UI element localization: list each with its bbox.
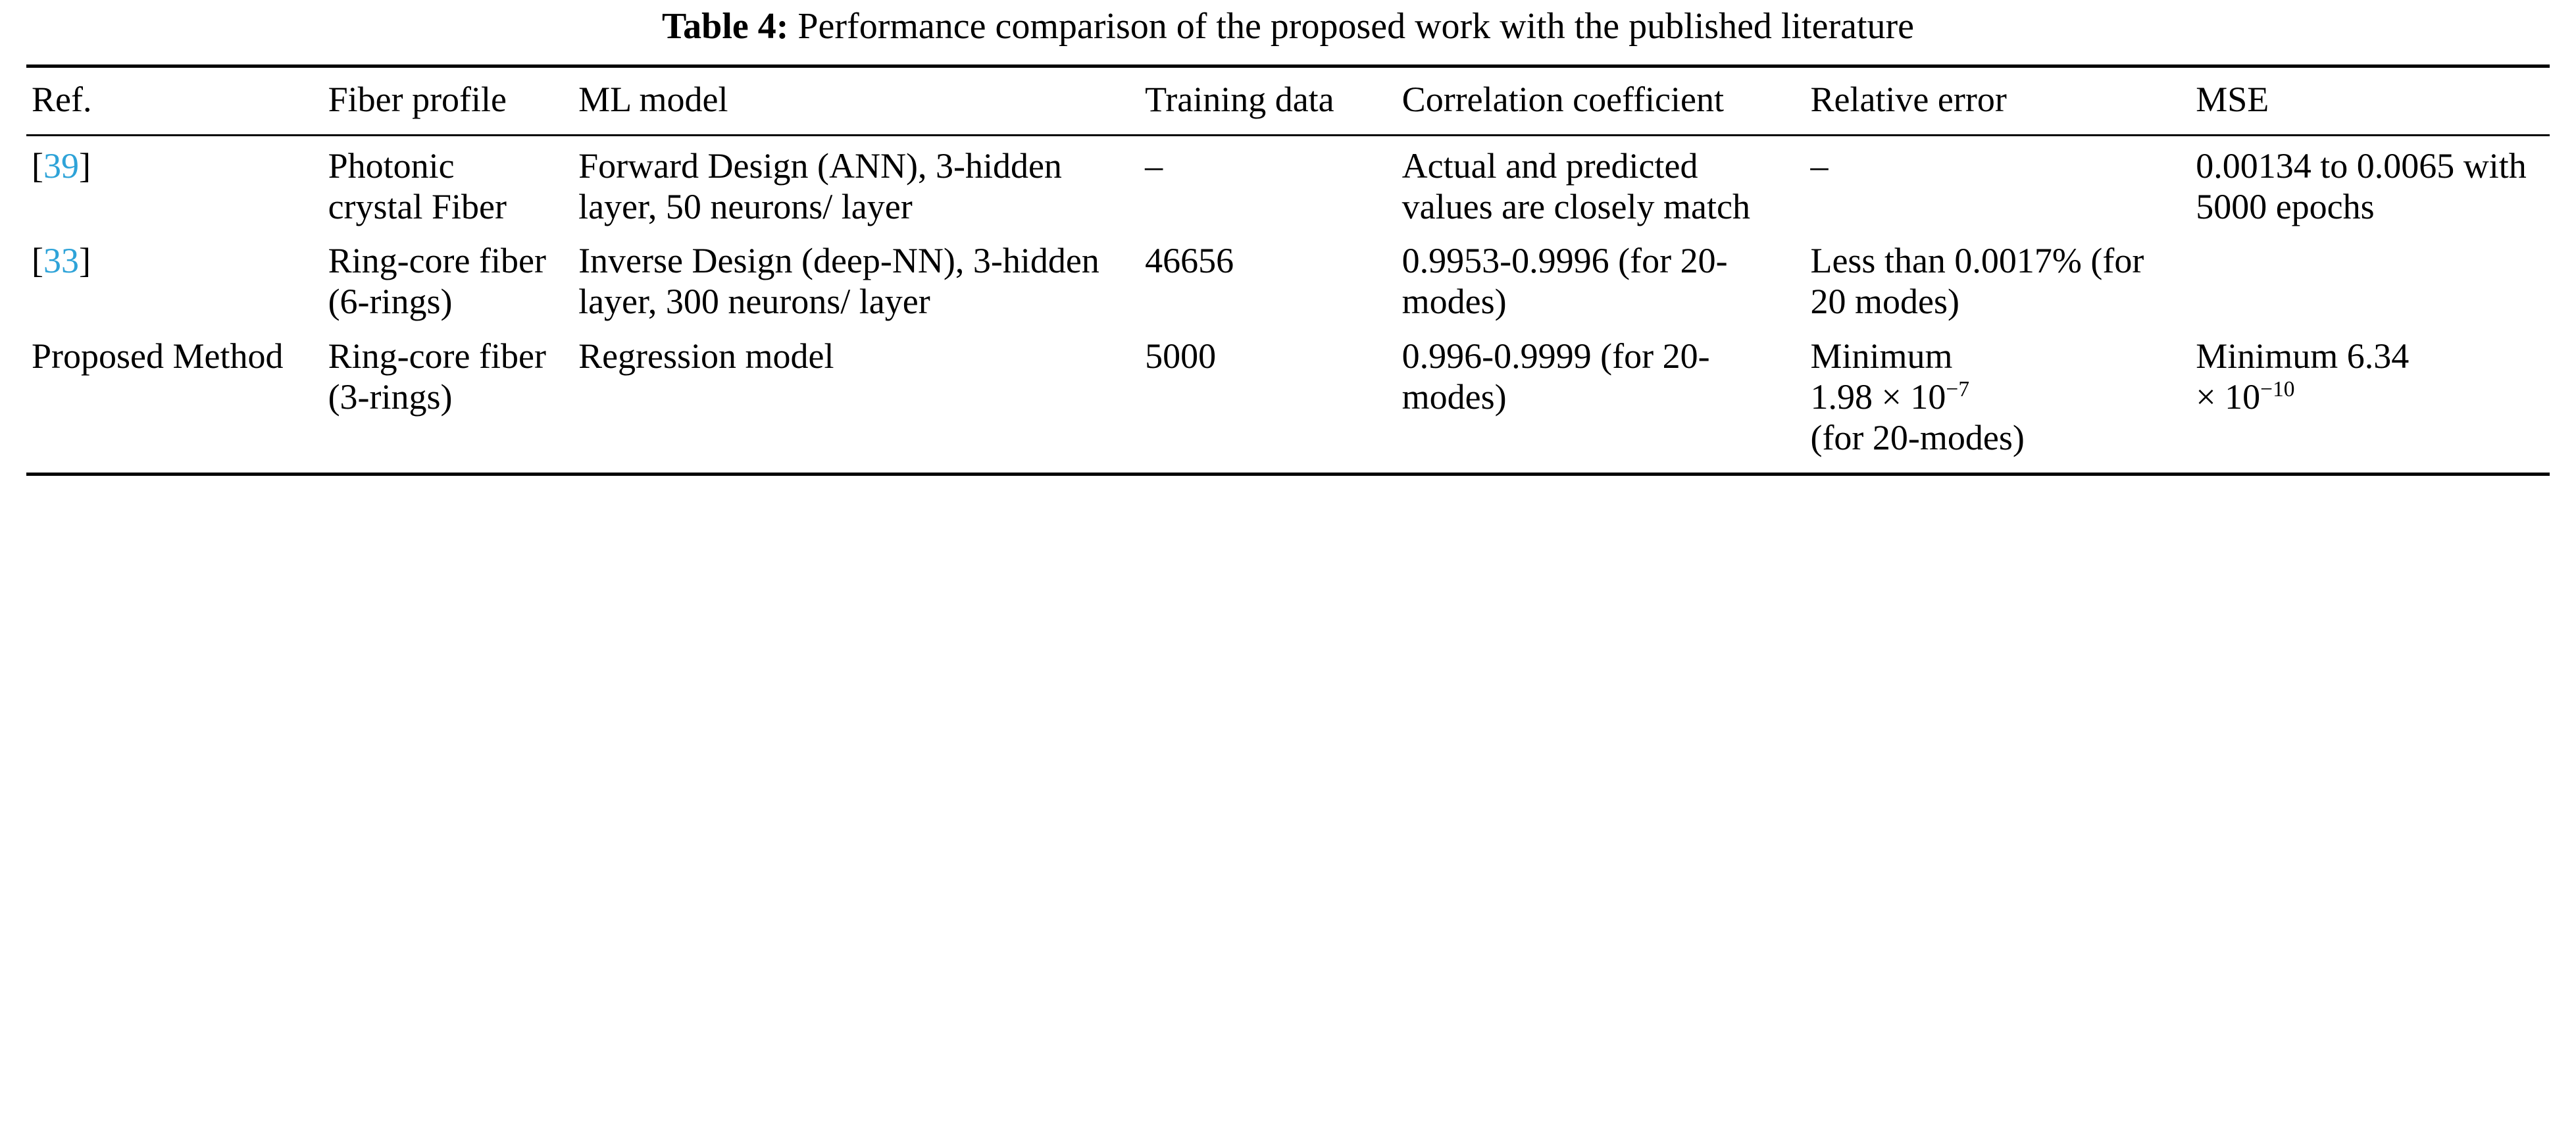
- table-head: [26, 66, 2550, 136]
- relative-error-line-3: (for 20-modes): [1810, 417, 2025, 457]
- relative-error-line-1: Minimum: [1810, 336, 1953, 376]
- table-caption: [26, 0, 2550, 64]
- mse-base: × 10: [2196, 376, 2261, 417]
- cell-ml-model: Inverse Design (deep-NN), 3-hidden layer, 300 neurons/ layer: [578, 241, 1099, 322]
- mse-line-1: Minimum 6.34: [2196, 336, 2410, 376]
- cell-ref: Proposed Method: [26, 326, 323, 475]
- cell-ml-model: Regression model: [573, 326, 1140, 475]
- cell-mse: [2190, 231, 2550, 326]
- bracket-open: [: [32, 146, 43, 186]
- citation-number[interactable]: 39: [43, 146, 79, 186]
- cell-fiber-profile: Ring-core fiber (3-rings): [323, 326, 573, 475]
- relative-error-base: 1.98 × 10: [1810, 376, 1946, 417]
- cell-fiber-profile: Photonic crystal Fiber: [328, 146, 507, 227]
- column-header-fiber-profile: Fiber profile: [323, 66, 573, 136]
- mse-exponent: −10: [2260, 376, 2295, 401]
- cell-ml-model: Forward Design (ANN), 3-hidden layer, 50 neurons/ layer: [578, 146, 1062, 227]
- cell-mse: 0.00134 to 0.0065 with 5000 epochs: [2196, 146, 2527, 227]
- table-row: [26, 326, 2550, 475]
- cell-ref: [26, 231, 323, 326]
- cell-relative-error: Less than 0.0017% (for 20 modes): [1810, 241, 2144, 322]
- caption-label: Table 4:: [661, 6, 789, 47]
- mse-value: [2196, 377, 2294, 417]
- cell-training-data: 5000: [1140, 326, 1397, 475]
- cell-mse: [2190, 326, 2550, 475]
- table-row: [26, 231, 2550, 326]
- bracket-close: ]: [78, 146, 91, 186]
- citation-33[interactable]: [32, 241, 91, 280]
- relative-error-value: [1810, 377, 1969, 417]
- column-header-ref: Ref.: [26, 66, 323, 136]
- table-row: [26, 136, 2550, 232]
- cell-ref: [26, 136, 323, 232]
- caption-text: Performance comparison of the proposed work with the published literature: [797, 6, 1915, 47]
- cell-correlation: 0.9953-0.9996 (for 20-modes): [1402, 241, 1728, 322]
- cell-correlation: 0.996-0.9999 (for 20-modes): [1397, 326, 1806, 475]
- cell-relative-error: [1805, 326, 2190, 475]
- cell-correlation: Actual and predicted values are closely match: [1402, 146, 1750, 227]
- bracket-close: ]: [78, 241, 91, 281]
- comparison-table: [26, 64, 2550, 476]
- relative-error-exponent: −7: [1946, 376, 1970, 401]
- cell-relative-error: –: [1810, 146, 1829, 186]
- cell-training-data: –: [1145, 146, 1163, 186]
- citation-39[interactable]: [32, 146, 91, 186]
- column-header-correlation-coefficient: Correlation coefficient: [1397, 66, 1806, 136]
- column-header-mse: MSE: [2190, 66, 2550, 136]
- cell-fiber-profile: Ring-core fiber (6-rings): [328, 241, 546, 322]
- header-row: [26, 66, 2550, 136]
- citation-number[interactable]: 33: [43, 241, 79, 281]
- table-body: [26, 136, 2550, 475]
- column-header-ml-model: ML model: [573, 66, 1140, 136]
- column-header-relative-error: Relative error: [1805, 66, 2190, 136]
- column-header-training-data: Training data: [1140, 66, 1397, 136]
- bracket-open: [: [32, 241, 43, 281]
- cell-training-data: 46656: [1145, 241, 1234, 281]
